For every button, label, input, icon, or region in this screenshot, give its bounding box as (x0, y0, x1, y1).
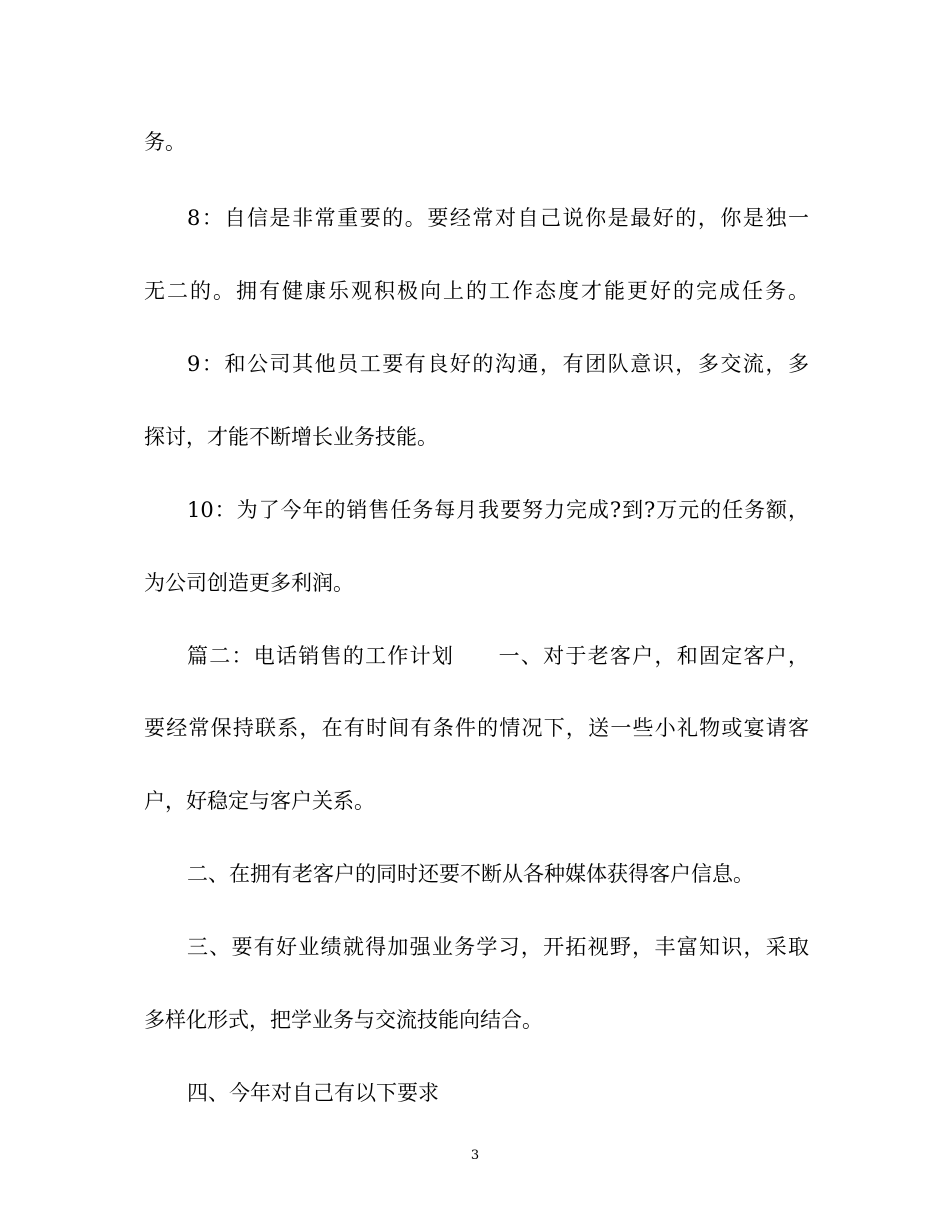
text-line-11: 二、在拥有老客户的同时还要不断从各种媒体获得客户信息。 (187, 862, 754, 886)
text-line-7: 为公司创造更多利润。 (144, 571, 354, 595)
text-line-5: 探讨，才能不断增长业务技能。 (144, 425, 438, 449)
page-number: 3 (470, 1148, 480, 1163)
text-line-6: 10：为了今年的销售任务每月我要努力完成?到?万元的任务额， (187, 498, 809, 522)
text-line-13: 多样化形式，把学业务与交流技能向结合。 (144, 1008, 543, 1032)
text-line-9: 要经常保持联系，在有时间有条件的情况下，送一些小礼物或宴请客 (144, 716, 809, 740)
text-line-12: 三、要有好业绩就得加强业务学习，开拓视野，丰富知识，采取 (187, 935, 809, 959)
text-line-1: 务。 (144, 130, 186, 154)
text-line-3: 无二的。拥有健康乐观积极向上的工作态度才能更好的完成任务。 (144, 279, 809, 303)
text-line-14: 四、今年对自己有以下要求 (187, 1081, 439, 1105)
text-line-8: 篇二：电话销售的工作计划 一、对于老客户，和固定客户， (187, 644, 809, 668)
text-line-10: 户，好稳定与客户关系。 (144, 789, 375, 813)
text-line-4: 9：和公司其他员工要有良好的沟通，有团队意识，多交流，多 (187, 352, 809, 376)
text-line-2: 8：自信是非常重要的。要经常对自己说你是最好的，你是独一 (187, 206, 809, 230)
